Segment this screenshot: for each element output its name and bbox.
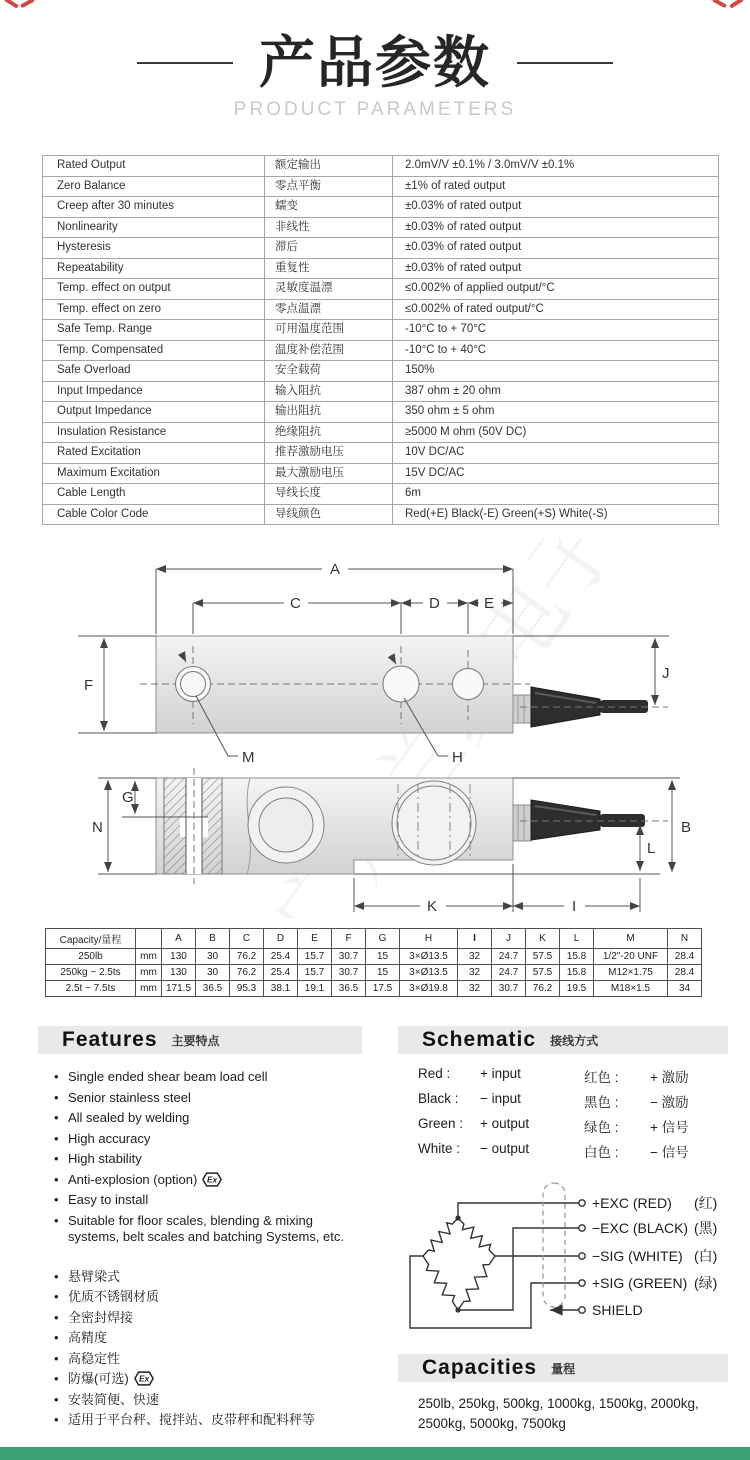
spec-value: -10°C to + 40°C [393,340,719,361]
spec-value: ≥5000 M ohm (50V DC) [393,422,719,443]
spec-name-en: Maximum Excitation [43,463,265,484]
spec-value: -10°C to + 70°C [393,320,719,341]
svg-text:Ex: Ex [138,1374,149,1384]
page-header [0,31,750,121]
terminal-label-zh: (白) [694,1248,718,1264]
explosion-proof-icon [202,1172,222,1187]
spec-name-en: Output Impedance [43,402,265,423]
dim-label-F: F [84,677,94,694]
dim-label-K: K [427,898,438,915]
spec-value: ≤0.002% of applied output/°C [393,279,719,300]
spec-value: ±0.03% of rated output [393,197,719,218]
table-header-row: Capacity/量程 A B C D E F G H I J K L M N [46,929,702,949]
list-item: • High stability [68,1151,362,1167]
spec-name-zh: 重复性 [265,258,393,279]
terminal-dot [579,1225,585,1231]
list-item: • 防爆(可选) Ex [68,1371,362,1387]
wire-sig-pos [410,1256,579,1328]
list-item: • Suitable for floor scales, blending & mixing systems, belt scales and batching Systems, etc. [68,1213,362,1245]
features-section [38,1026,362,1433]
terminal-label-zh: (黑) [694,1220,718,1236]
table-row [43,484,719,505]
bridge-circuit-diagram [398,1173,728,1335]
dim-label-I: I [572,898,577,915]
bridge-resistor [458,1256,495,1310]
spec-name-zh: 绝缘阻抗 [265,422,393,443]
spec-name-zh: 导线颜色 [265,504,393,525]
load-button-circle [392,781,476,865]
spec-name-en: Rated Output [43,156,265,177]
terminal-dot [579,1253,585,1259]
svg-text:Ex: Ex [207,1175,218,1185]
explosion-proof-icon [134,1371,154,1386]
table-row [43,299,719,320]
spec-name-en: Temp. effect on output [43,279,265,300]
table-row [43,197,719,218]
table-row [43,320,719,341]
spec-name-zh: 安全载荷 [265,361,393,382]
mounting-hole [383,666,419,702]
spec-name-en: Safe Overload [43,361,265,382]
list-item: • 高精度 [68,1330,362,1346]
list-item: • All sealed by welding [68,1110,362,1126]
spec-name-en: Cable Color Code [43,504,265,525]
bottom-divider-bar [0,1447,750,1460]
table-row [43,463,719,484]
list-item: • Single ended shear beam load cell [68,1069,362,1085]
spec-name-en: Nonlinearity [43,217,265,238]
spec-name-zh: 推荐激励电压 [265,443,393,464]
spec-value: ±1% of rated output [393,176,719,197]
spec-name-en: Insulation Resistance [43,422,265,443]
spec-name-en: Creep after 30 minutes [43,197,265,218]
spec-name-en: Temp. Compensated [43,340,265,361]
list-item: • 悬臂梁式 [68,1269,362,1285]
title-line-left [137,62,233,64]
features-header [38,1026,362,1054]
spec-value: ≤0.002% of rated output/°C [393,299,719,320]
table-row: 250kg ~ 2.5ts mm 130 30 76.2 25.4 15.7 30.7 15 3×Ø13.5 32 24.7 57.5 15.8 M12×1.75 28.4 [46,965,702,981]
cable-gland [513,695,531,723]
spec-name-zh: 非线性 [265,217,393,238]
wire-exc-pos [458,1203,579,1218]
dim-label-N: N [92,819,103,836]
spec-value: 387 ohm ± 20 ohm [393,381,719,402]
list-item: • Anti-explosion (option) Ex [68,1172,362,1188]
list-item: • 优质不锈钢材质 [68,1289,362,1305]
capacities-subtitle: 量程 [551,1361,576,1376]
terminals [579,1200,585,1313]
spec-value: 350 ohm ± 5 ohm [393,402,719,423]
dim-label-B: B [681,819,692,836]
table-row [43,443,719,464]
features-subtitle: 主要特点 [171,1033,220,1048]
features-list-zh [38,1269,362,1429]
list-item: • High accuracy [68,1131,362,1147]
table-row [43,156,719,177]
table-row [43,504,719,525]
page-title: 产品参数 [259,31,491,94]
dim-label-G: G [122,789,134,806]
terminal-label: +SIG (GREEN) [592,1275,688,1291]
spec-value: 15V DC/AC [393,463,719,484]
table-row [43,340,719,361]
corner-decoration [729,0,744,9]
features-list-en [38,1069,362,1245]
dimensions-table [45,928,702,997]
table-row [43,217,719,238]
features-title: Features [62,1028,158,1051]
wiring-legend: Red : + input 红色 : + 激励 Black : − input 黑色 : − 激励 Green : + output 绿色 : + 信号 White : − output 白色 : − 信号 [418,1066,689,1160]
corner-decoration [712,0,727,8]
spec-name-zh: 额定输出 [265,156,393,177]
schematic-subtitle: 接线方式 [550,1033,599,1048]
spec-name-zh: 滞后 [265,238,393,259]
table-row [43,258,719,279]
terminal-label: SHIELD [592,1302,643,1318]
table-row [43,361,719,382]
bridge-resistor [423,1218,458,1256]
cable-sheath-outline [543,1183,565,1307]
dim-label-D: D [429,595,440,612]
spec-name-en: Safe Temp. Range [43,320,265,341]
spec-name-en: Repeatability [43,258,265,279]
list-item: • 高稳定性 [68,1351,362,1367]
title-line-right [517,62,613,64]
capacities-values: 250lb, 250kg, 500kg, 1000kg, 1500kg, 2000kg, 2500kg, 5000kg, 7500kg [418,1396,699,1431]
spec-name-en: Hysteresis [43,238,265,259]
cable-gland [513,805,531,841]
table-row [43,238,719,259]
spec-value: Red(+E) Black(-E) Green(+S) White(-S) [393,504,719,525]
table-row: 250lb mm 130 30 76.2 25.4 15.7 30.7 15 3×Ø13.5 32 24.7 57.5 15.8 1/2"-20 UNF 28.4 [46,949,702,965]
spec-name-zh: 可用温度范围 [265,320,393,341]
spec-name-en: Input Impedance [43,381,265,402]
spec-value: 2.0mV/V ±0.1% / 3.0mV/V ±0.1% [393,156,719,177]
spec-value: ±0.03% of rated output [393,258,719,279]
spec-value: 6m [393,484,719,505]
spec-name-zh: 输出阻抗 [265,402,393,423]
dim-label-C: C [290,595,301,612]
table-row [43,402,719,423]
spec-name-zh: 最大激励电压 [265,463,393,484]
terminal-dot [579,1307,585,1313]
table-row [43,176,719,197]
list-item: • Senior stainless steel [68,1090,362,1106]
bridge-resistor [423,1256,458,1310]
side-view [92,768,691,915]
terminal-label: −SIG (WHITE) [592,1248,683,1264]
spec-name-en: Rated Excitation [43,443,265,464]
bridge-resistor [458,1218,495,1256]
capacities-header [398,1354,728,1382]
spec-value: ±0.03% of rated output [393,217,719,238]
spec-name-zh: 输入阻抗 [265,381,393,402]
dim-label-L: L [647,840,656,857]
spec-name-zh: 灵敏度温漂 [265,279,393,300]
list-item: • 适用于平台秤、搅拌站、皮带秤和配料秤等 [68,1412,362,1428]
corner-decoration [4,0,19,9]
schematic-header [398,1026,728,1054]
corner-decoration [20,0,35,8]
spec-value: 150% [393,361,719,382]
dim-label-M: M [242,749,255,766]
spec-name-zh: 蠕变 [265,197,393,218]
terminal-dot [579,1280,585,1286]
schematic-section [398,1026,728,1434]
terminal-label-zh: (红) [694,1195,718,1211]
spec-name-zh: 零点平衡 [265,176,393,197]
table-row [43,381,719,402]
terminal-label-zh: (绿) [694,1275,718,1291]
mounting-hole [453,669,484,700]
dim-label-A: A [330,561,341,578]
spec-table [42,155,719,525]
dim-label-E: E [484,595,495,612]
technical-drawing [0,538,750,918]
list-item: • Easy to install [68,1192,362,1208]
spec-name-zh: 零点温漂 [265,299,393,320]
list-item: • 安装简便、快速 [68,1392,362,1408]
dim-label-J: J [662,665,670,682]
terminal-label: +EXC (RED) [592,1195,672,1211]
spec-value: ±0.03% of rated output [393,238,719,259]
table-row [43,279,719,300]
terminal-label: −EXC (BLACK) [592,1220,689,1236]
table-row: 2.5t ~ 7.5ts mm 171.5 36.5 95.3 38.1 19.1 36.5 17.5 3×Ø19.8 32 30.7 76.2 19.5 M18×1.5 34 [46,981,702,997]
wire-exc-neg [458,1228,579,1310]
terminal-dot [579,1200,585,1206]
spec-name-zh: 导线长度 [265,484,393,505]
table-row [43,422,719,443]
spec-name-zh: 温度补偿范围 [265,340,393,361]
spec-name-en: Cable Length [43,484,265,505]
spec-name-en: Zero Balance [43,176,265,197]
schematic-title: Schematic [422,1028,537,1051]
spec-name-en: Temp. effect on zero [43,299,265,320]
list-item: • 全密封焊接 [68,1310,362,1326]
spec-value: 10V DC/AC [393,443,719,464]
capacities-title: Capacities [422,1356,538,1379]
page-subtitle: PRODUCT PARAMETERS [233,98,517,120]
dim-label-H: H [452,749,463,766]
